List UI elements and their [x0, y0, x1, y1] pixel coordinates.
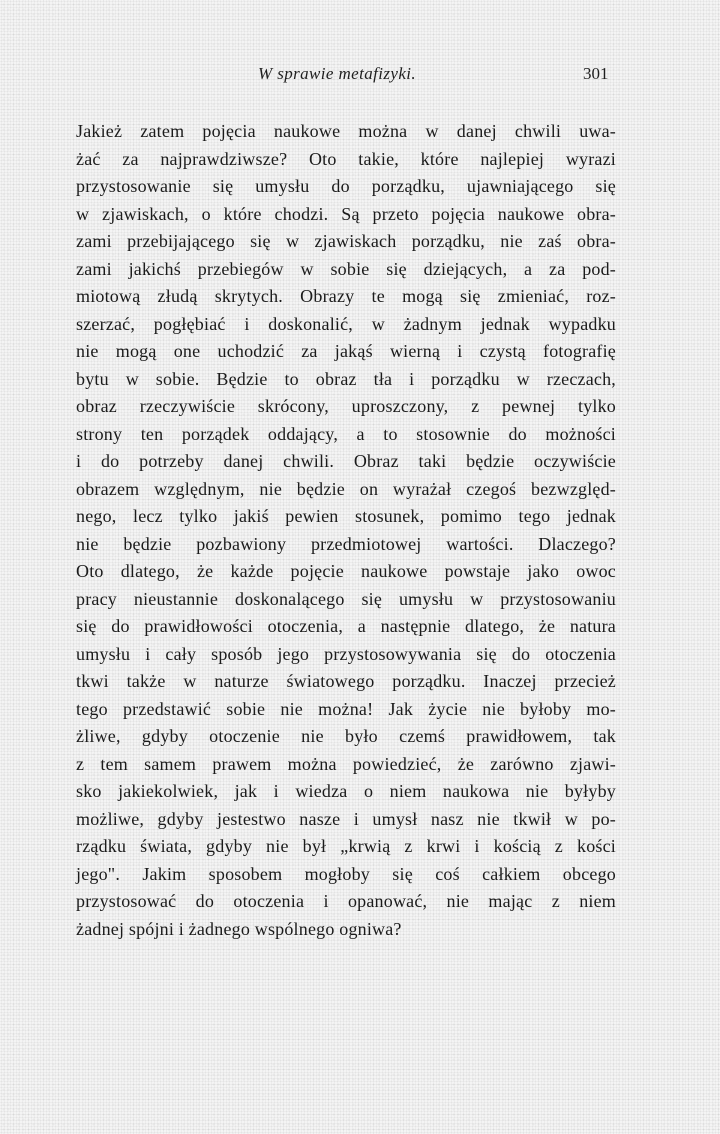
text-line: możliwe, gdyby jestestwo nasze i umysł nasz nie tkwił w po-: [76, 808, 616, 829]
text-line: tkwi także w naturze światowego porządku. Inaczej przecież: [76, 671, 616, 691]
running-title: W sprawie metafizyki.: [258, 64, 417, 83]
text-line: szerzać, pogłębiać i doskonalić, w żadnym jednak wypadku: [76, 313, 616, 334]
text-line: żliwe, gdyby otoczenie nie było czemś prawidłowem, tak: [76, 726, 616, 746]
text-line: nego, lecz tylko jakiś pewien stosunek, pomimo tego jednak: [76, 506, 616, 526]
text-line: przystosować do otoczenia i opanować, nie mając z niem: [76, 891, 616, 911]
text-line: bytu w sobie. Będzie to obraz tła i porządku w rzeczach,: [76, 368, 616, 389]
text-line: zami przebijającego się w zjawiskach porządku, nie zaś obra-: [76, 231, 616, 251]
body-text: [76, 118, 616, 943]
text-line: obrazem względnym, nie będzie on wyrażał czegoś bezwzględ-: [76, 478, 616, 499]
page-number: 301: [583, 64, 609, 83]
text-line: jego". Jakim sposobem mogłoby się coś całkiem obcego: [76, 863, 616, 884]
text-line: żać za najprawdziwsze? Oto takie, które najlepiej wyrazi: [76, 148, 616, 169]
text-line: miotową złudą skrytych. Obrazy te mogą się zmieniać, roz-: [76, 286, 616, 306]
text-line: Jakież zatem pojęcia naukowe można w danej chwili uwa-: [76, 121, 616, 141]
text-line: zami jakichś przebiegów w sobie się dziejących, a za pod-: [76, 258, 616, 279]
text-line: obraz rzeczywiście skrócony, uproszczony, z pewnej tylko: [76, 396, 616, 416]
text-line: w zjawiskach, o które chodzi. Są przeto pojęcia naukowe obra-: [76, 203, 616, 224]
text-line: tego przedstawić sobie nie można! Jak życie nie byłoby mo-: [76, 698, 616, 719]
text-line: rządku świata, gdyby nie był „krwią z krwi i kością z kości: [76, 836, 616, 856]
text-line: sko jakiekolwiek, jak i wiedza o niem naukowa nie byłyby: [76, 781, 616, 801]
text-line: z tem samem prawem można powiedzieć, że zarówno zjawi-: [76, 753, 616, 774]
text-line: nie będzie pozbawiony przedmiotowej wartości. Dlaczego?: [76, 533, 616, 554]
running-head: [0, 64, 720, 94]
text-line: żadnej spójni i żadnego wspólnego ogniwa?: [76, 918, 402, 939]
text-line: umysłu i cały sposób jego przystosowywania się do otoczenia: [76, 643, 616, 664]
text-line: się do prawidłowości otoczenia, a następnie dlatego, że natura: [76, 616, 616, 636]
text-line: strony ten porządek oddający, a to stosownie do możności: [76, 423, 616, 444]
text-line: Oto dlatego, że każde pojęcie naukowe powstaje jako owoc: [76, 561, 616, 581]
text-line: nie mogą one uchodzić za jakąś wierną i czystą fotografię: [76, 341, 616, 361]
text-line: przystosowanie się umysłu do porządku, ujawniającego się: [76, 176, 616, 196]
text-line: i do potrzeby danej chwili. Obraz taki będzie oczywiście: [76, 451, 616, 471]
text-line: pracy nieustannie doskonalącego się umysłu w przystosowaniu: [76, 588, 616, 609]
